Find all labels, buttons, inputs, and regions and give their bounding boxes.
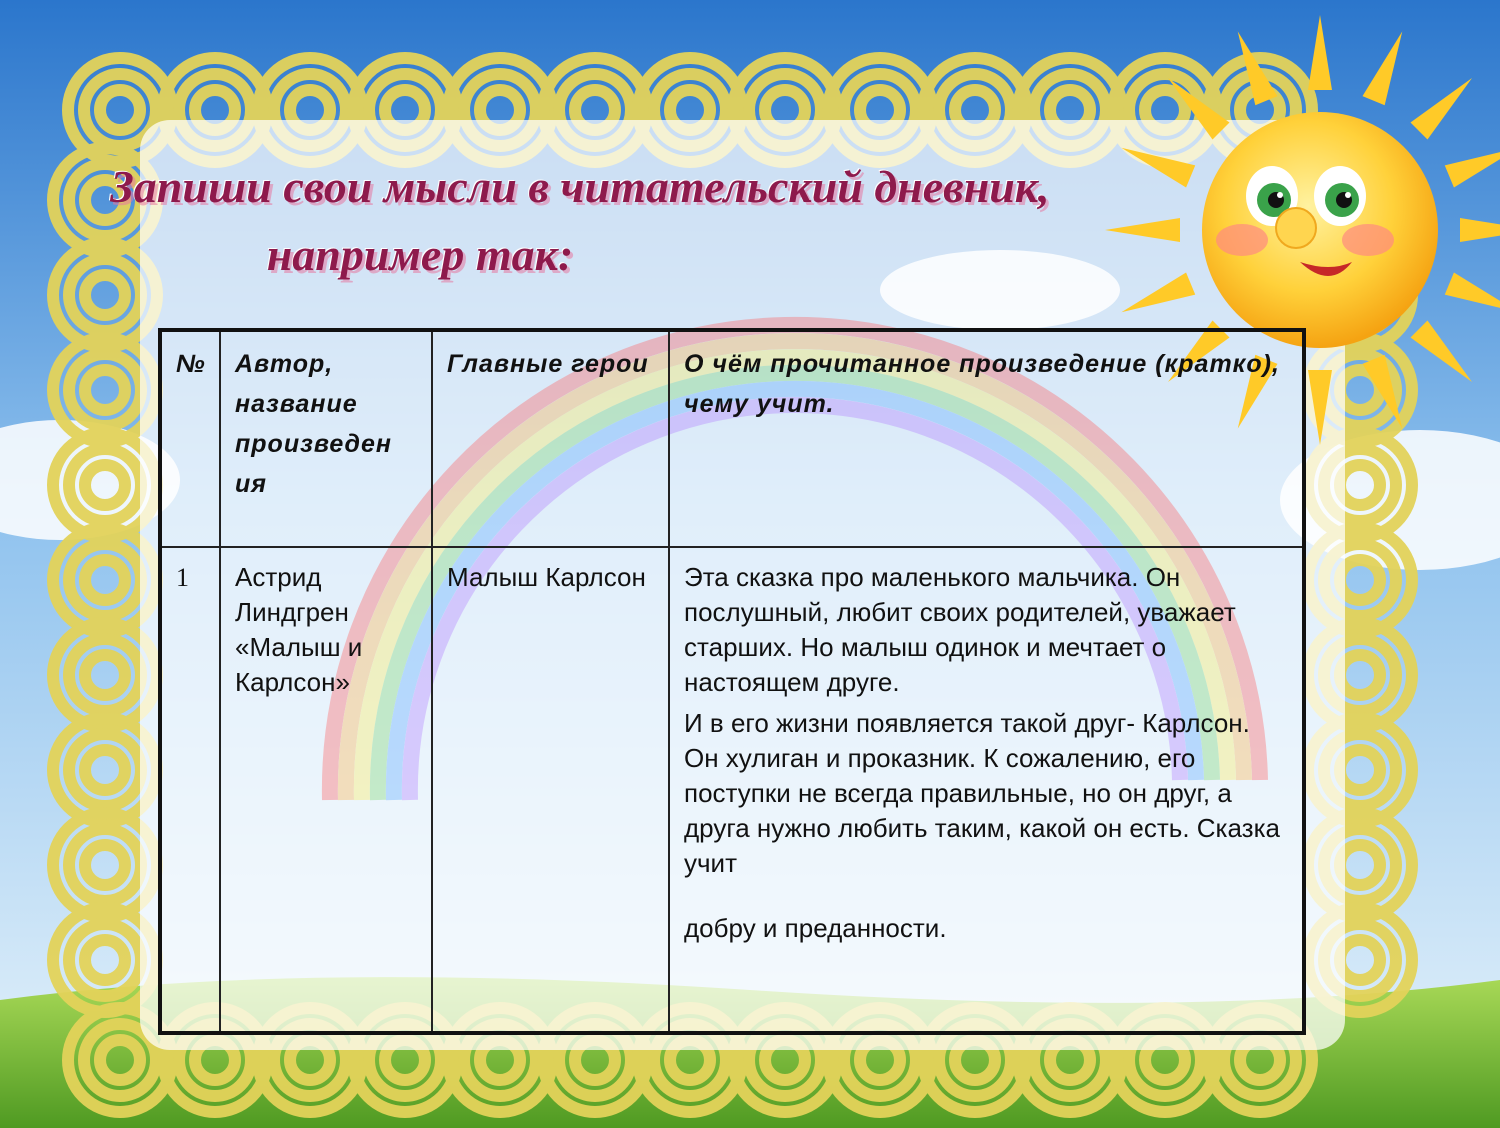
header-summary: О чём прочитанное произведение (кратко), чему учит.: [669, 330, 1304, 547]
header-author-title: Автор, название произведен ия: [220, 330, 432, 547]
row-author-title: Астрид Линдгрен «Малыш и Карлсон»: [220, 547, 432, 1033]
title-line-1: Запиши свои мысли в читательский дневник,: [110, 161, 1050, 212]
summary-paragraph-3: добру и преданности.: [684, 913, 947, 943]
row-summary: [669, 547, 1304, 1033]
summary-paragraph-2: И в его жизни появляется такой друг- Карлсон. Он хулиган и проказник. К сожалению, его поступки не всегда правильные, но он друг, а друга нужно любить таким, какой он есть. Сказка учит: [684, 708, 1280, 878]
summary-paragraph-1: Эта сказка про маленького мальчика. Он послушный, любит своих родителей, уважает старших. Но малыш одинок и мечтает о настоящем друге.: [684, 562, 1236, 697]
title-line-2: например так:: [266, 229, 574, 280]
header-number: №: [160, 330, 220, 547]
row-number: 1: [160, 547, 220, 1033]
row-heroes: Малыш Карлсон: [432, 547, 669, 1033]
table-row: [160, 547, 1304, 1033]
header-heroes: Главные герои: [432, 330, 669, 547]
table-header-row: [160, 330, 1304, 547]
reading-diary-table: [158, 328, 1306, 1035]
